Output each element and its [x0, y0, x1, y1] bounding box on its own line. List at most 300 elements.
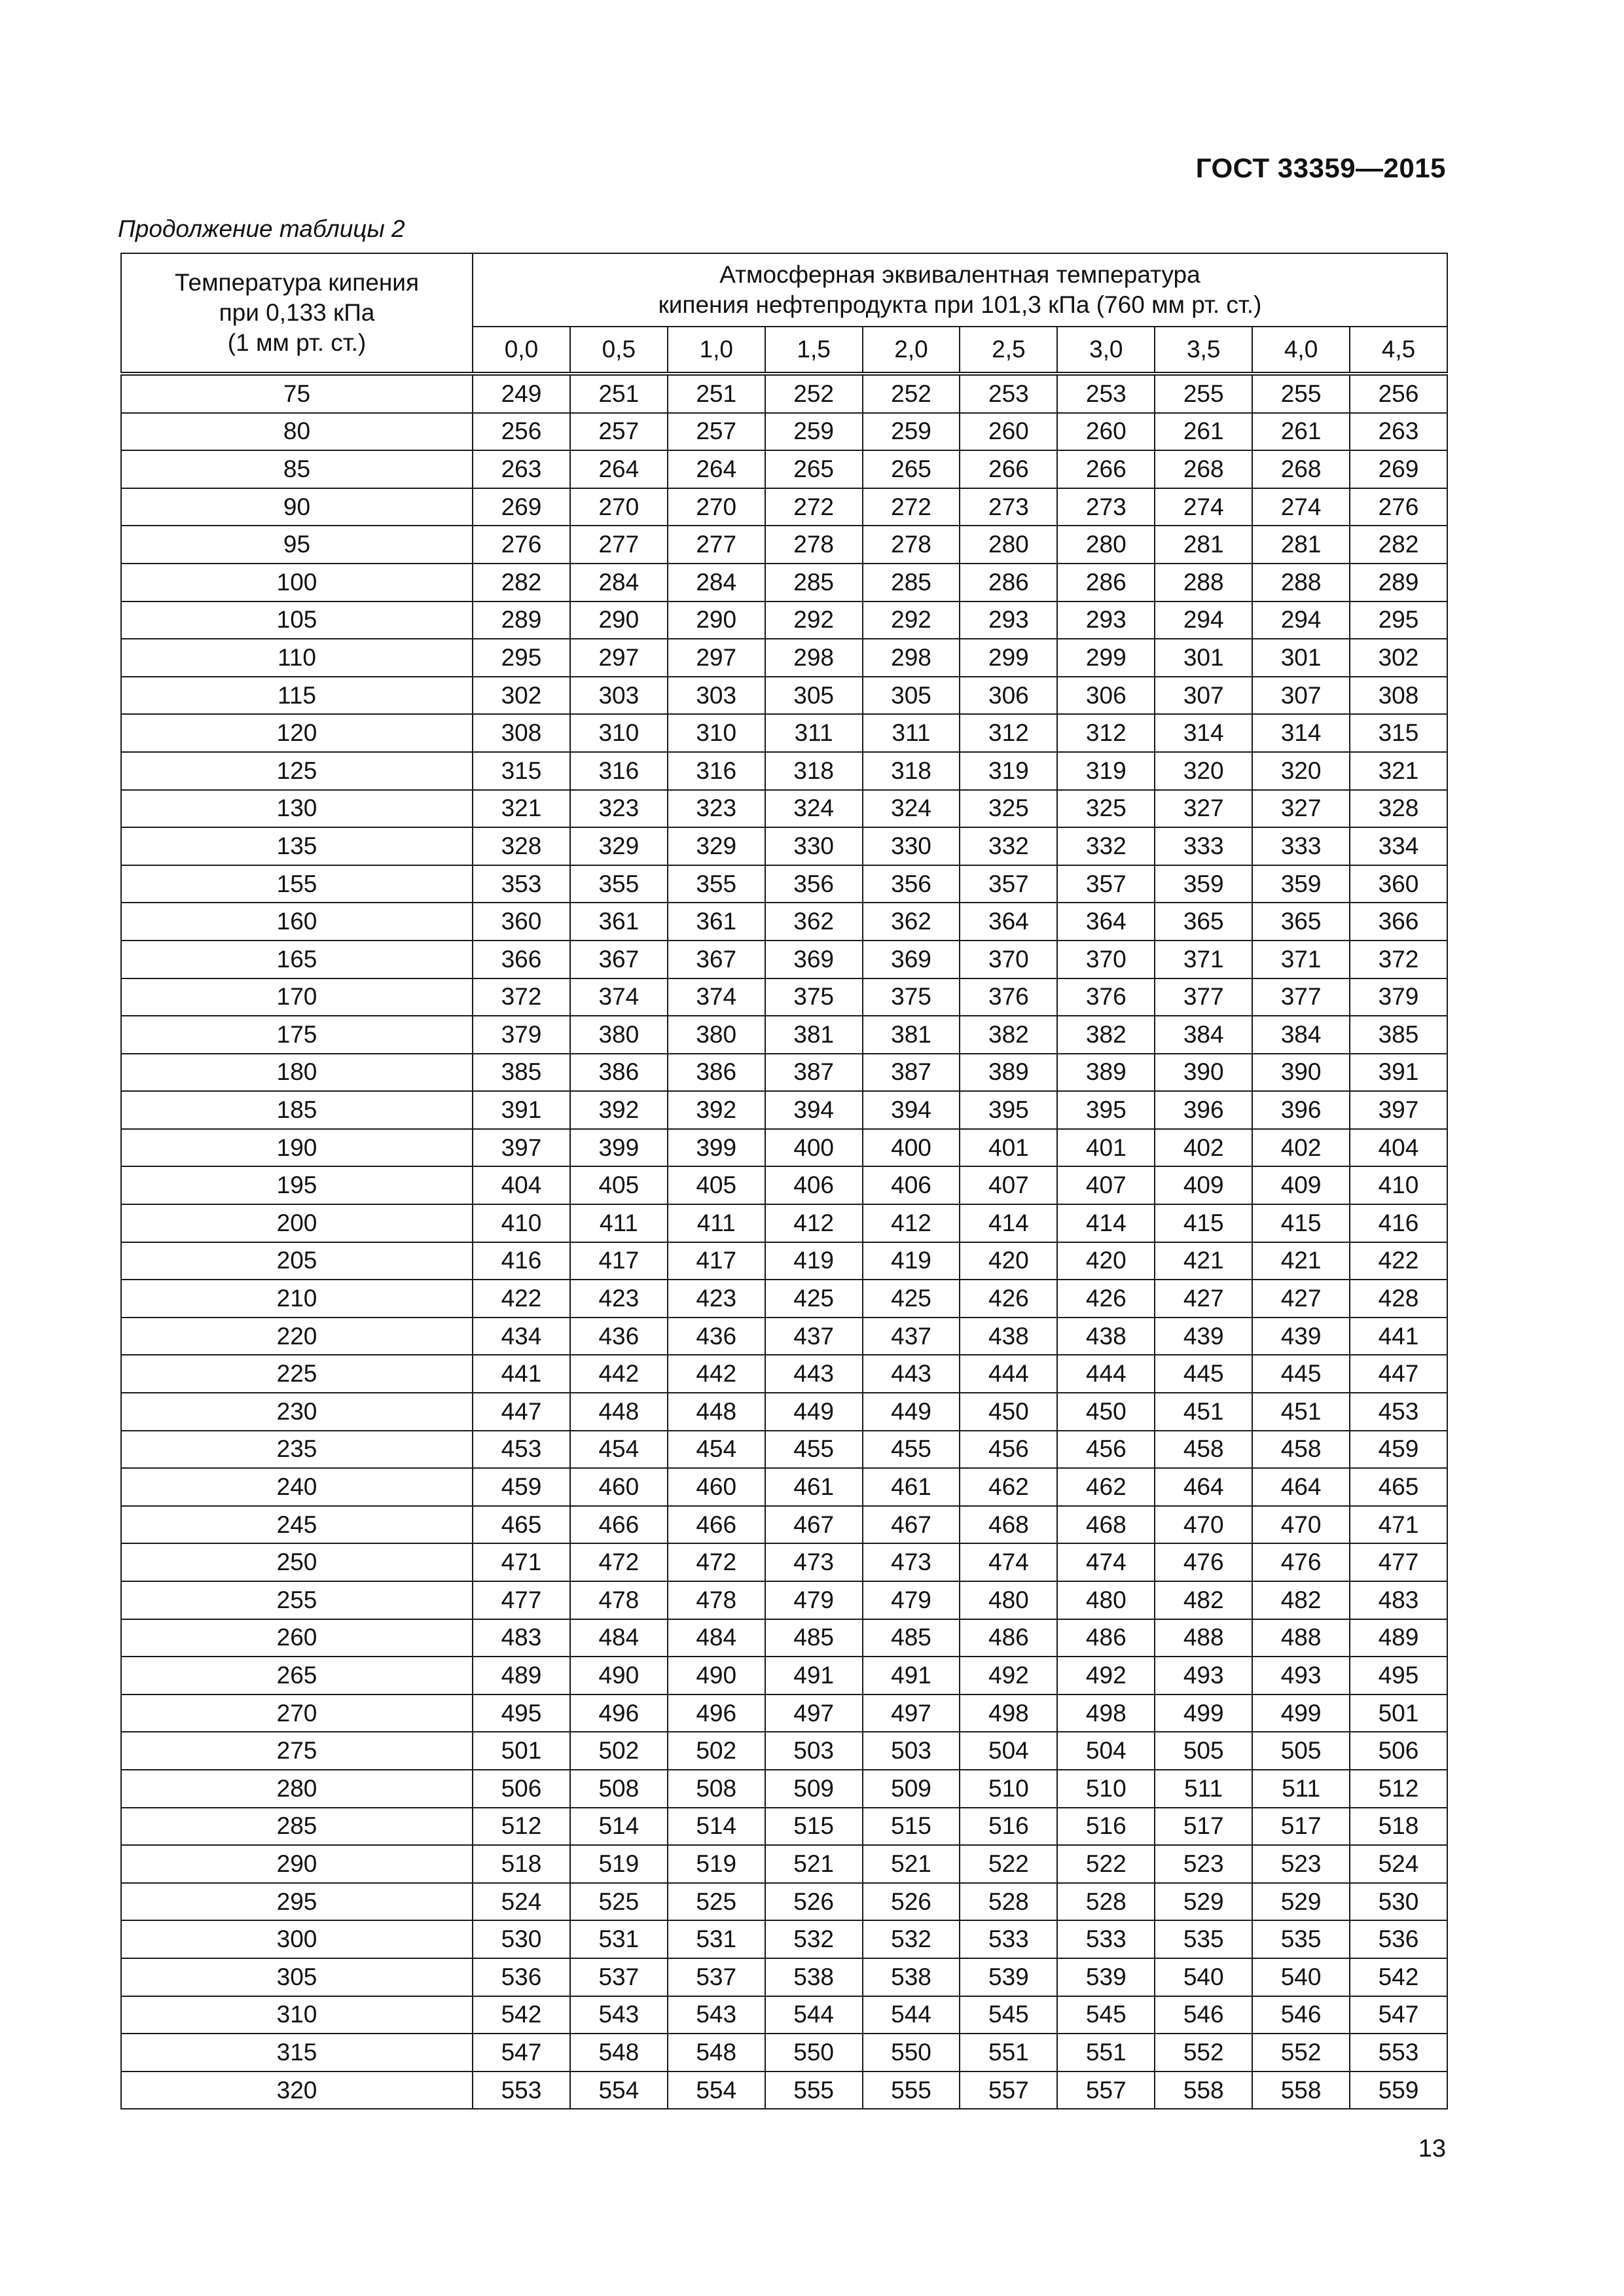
equivalent-temperature-cell: 544 — [863, 1996, 960, 2034]
equivalent-temperature-cell: 380 — [668, 1016, 765, 1054]
equivalent-temperature-cell: 510 — [960, 1770, 1057, 1808]
header-boiling-temperature — [121, 253, 473, 374]
equivalent-temperature-cell: 301 — [1155, 639, 1252, 677]
equivalent-temperature-cell: 414 — [1057, 1204, 1155, 1242]
equivalent-temperature-cell: 333 — [1155, 827, 1252, 865]
table-row — [121, 1242, 1447, 1280]
equivalent-temperature-cell: 268 — [1155, 450, 1252, 488]
equivalent-temperature-cell: 454 — [668, 1431, 765, 1469]
equivalent-temperature-cell: 437 — [863, 1318, 960, 1355]
equivalent-temperature-cell: 508 — [668, 1770, 765, 1808]
equivalent-temperature-cell: 328 — [473, 827, 570, 865]
equivalent-temperature-cell: 265 — [765, 450, 863, 488]
equivalent-temperature-cell: 425 — [863, 1280, 960, 1318]
equivalent-temperature-cell: 412 — [863, 1204, 960, 1242]
equivalent-temperature-cell: 276 — [1350, 488, 1447, 526]
equivalent-temperature-cell: 554 — [570, 2072, 668, 2109]
equivalent-temperature-cell: 536 — [473, 1958, 570, 1996]
equivalent-temperature-cell: 506 — [1350, 1732, 1447, 1770]
equivalent-temperature-cell: 474 — [1057, 1543, 1155, 1581]
equivalent-temperature-cell: 327 — [1252, 790, 1350, 828]
equivalent-temperature-cell: 553 — [473, 2072, 570, 2109]
equivalent-temperature-cell: 385 — [473, 1054, 570, 1092]
equivalent-temperature-cell: 404 — [1350, 1129, 1447, 1167]
boiling-temperature-cell: 90 — [121, 488, 473, 526]
table-row — [121, 827, 1447, 865]
sub-header-cell: 4,0 — [1252, 327, 1350, 374]
boiling-temperature-cell: 225 — [121, 1355, 473, 1393]
equivalent-temperature-cell: 330 — [863, 827, 960, 865]
equivalent-temperature-cell: 502 — [668, 1732, 765, 1770]
boiling-temperature-cell: 130 — [121, 790, 473, 828]
equivalent-temperature-cell: 302 — [473, 677, 570, 715]
equivalent-temperature-cell: 409 — [1155, 1166, 1252, 1204]
equivalent-temperature-cell: 426 — [1057, 1280, 1155, 1318]
equivalent-temperature-cell: 441 — [473, 1355, 570, 1393]
equivalent-temperature-cell: 259 — [765, 413, 863, 451]
equivalent-temperature-cell: 261 — [1252, 413, 1350, 451]
equivalent-temperature-cell: 376 — [1057, 978, 1155, 1016]
boiling-temperature-cell: 95 — [121, 526, 473, 564]
equivalent-temperature-cell: 539 — [1057, 1958, 1155, 1996]
equivalent-temperature-cell: 484 — [570, 1619, 668, 1657]
equivalent-temperature-cell: 263 — [473, 450, 570, 488]
equivalent-temperature-cell: 292 — [765, 601, 863, 639]
table-row — [121, 1318, 1447, 1355]
equivalent-temperature-cell: 449 — [863, 1393, 960, 1431]
equivalent-temperature-cell: 290 — [668, 601, 765, 639]
equivalent-temperature-cell: 310 — [570, 714, 668, 752]
boiling-temperature-cell: 205 — [121, 1242, 473, 1280]
equivalent-temperature-cell: 361 — [570, 903, 668, 941]
equivalent-temperature-cell: 550 — [765, 2034, 863, 2072]
equivalent-temperature-cell: 370 — [1057, 941, 1155, 978]
equivalent-temperature-cell: 386 — [570, 1054, 668, 1092]
equivalent-temperature-cell: 332 — [1057, 827, 1155, 865]
equivalent-temperature-cell: 307 — [1252, 677, 1350, 715]
equivalent-temperature-cell: 394 — [863, 1091, 960, 1129]
equivalent-temperature-cell: 521 — [863, 1845, 960, 1883]
equivalent-temperature-cell: 272 — [765, 488, 863, 526]
equivalent-temperature-cell: 553 — [1350, 2034, 1447, 2072]
equivalent-temperature-cell: 447 — [1350, 1355, 1447, 1393]
equivalent-temperature-cell: 415 — [1155, 1204, 1252, 1242]
equivalent-temperature-cell: 436 — [668, 1318, 765, 1355]
equivalent-temperature-cell: 531 — [570, 1920, 668, 1958]
equivalent-temperature-cell: 467 — [765, 1506, 863, 1544]
table-row — [121, 865, 1447, 903]
equivalent-temperature-cell: 472 — [570, 1543, 668, 1581]
equivalent-temperature-cell: 524 — [473, 1883, 570, 1921]
equivalent-temperature-cell: 519 — [570, 1845, 668, 1883]
equivalent-temperature-cell: 302 — [1350, 639, 1447, 677]
equivalent-temperature-cell: 474 — [960, 1543, 1057, 1581]
equivalent-temperature-cell: 448 — [668, 1393, 765, 1431]
table-row — [121, 639, 1447, 677]
table-row — [121, 1091, 1447, 1129]
equivalent-temperature-cell: 485 — [863, 1619, 960, 1657]
equivalent-temperature-cell: 370 — [960, 941, 1057, 978]
equivalent-temperature-cell: 518 — [473, 1845, 570, 1883]
table-row — [121, 1431, 1447, 1469]
header-line: (1 мм рт. ст.) — [227, 329, 367, 356]
equivalent-temperature-cell: 532 — [863, 1920, 960, 1958]
equivalent-temperature-cell: 387 — [765, 1054, 863, 1092]
equivalent-temperature-cell: 514 — [668, 1808, 765, 1846]
boiling-temperature-cell: 240 — [121, 1468, 473, 1506]
equivalent-temperature-cell: 533 — [1057, 1920, 1155, 1958]
equivalent-temperature-cell: 426 — [960, 1280, 1057, 1318]
header-line: Атмосферная эквивалентная температура — [719, 261, 1200, 288]
equivalent-temperature-cell: 381 — [863, 1016, 960, 1054]
equivalent-temperature-cell: 470 — [1252, 1506, 1350, 1544]
equivalent-temperature-cell: 427 — [1252, 1280, 1350, 1318]
equivalent-temperature-cell: 442 — [570, 1355, 668, 1393]
equivalent-temperature-cell: 517 — [1155, 1808, 1252, 1846]
equivalent-temperature-cell: 289 — [473, 601, 570, 639]
boiling-temperature-cell: 110 — [121, 639, 473, 677]
boiling-temperature-cell: 280 — [121, 1770, 473, 1808]
equivalent-temperature-cell: 359 — [1252, 865, 1350, 903]
equivalent-temperature-cell: 528 — [1057, 1883, 1155, 1921]
equivalent-temperature-cell: 490 — [668, 1657, 765, 1695]
equivalent-temperature-cell: 377 — [1252, 978, 1350, 1016]
equivalent-temperature-cell: 284 — [570, 564, 668, 601]
equivalent-temperature-cell: 491 — [863, 1657, 960, 1695]
equivalent-temperature-cell: 369 — [765, 941, 863, 978]
table-row — [121, 1920, 1447, 1958]
equivalent-temperature-cell: 423 — [570, 1280, 668, 1318]
equivalent-temperature-cell: 391 — [473, 1091, 570, 1129]
equivalent-temperature-cell: 498 — [1057, 1695, 1155, 1732]
equivalent-temperature-cell: 371 — [1155, 941, 1252, 978]
equivalent-temperature-cell: 514 — [570, 1808, 668, 1846]
equivalent-temperature-cell: 412 — [765, 1204, 863, 1242]
boiling-temperature-cell: 190 — [121, 1129, 473, 1167]
equivalent-temperature-cell: 546 — [1252, 1996, 1350, 2034]
equivalent-temperature-cell: 466 — [668, 1506, 765, 1544]
equivalent-temperature-cell: 273 — [1057, 488, 1155, 526]
equivalent-temperature-cell: 453 — [1350, 1393, 1447, 1431]
table-row — [121, 1619, 1447, 1657]
equivalent-temperature-cell: 295 — [473, 639, 570, 677]
table-row — [121, 1958, 1447, 1996]
equivalent-temperature-cell: 295 — [1350, 601, 1447, 639]
equivalent-temperature-cell: 372 — [1350, 941, 1447, 978]
equivalent-temperature-cell: 480 — [960, 1581, 1057, 1619]
equivalent-temperature-cell: 540 — [1252, 1958, 1350, 1996]
equivalent-temperature-cell: 384 — [1155, 1016, 1252, 1054]
equivalent-temperature-cell: 519 — [668, 1845, 765, 1883]
table-row — [121, 677, 1447, 715]
equivalent-temperature-cell: 416 — [473, 1242, 570, 1280]
equivalent-temperature-cell: 298 — [765, 639, 863, 677]
equivalent-temperature-cell: 375 — [863, 978, 960, 1016]
table-row — [121, 1883, 1447, 1921]
equivalent-temperature-cell: 311 — [765, 714, 863, 752]
equivalent-temperature-cell: 396 — [1155, 1091, 1252, 1129]
equivalent-temperature-cell: 482 — [1155, 1581, 1252, 1619]
equivalent-temperature-cell: 515 — [863, 1808, 960, 1846]
equivalent-temperature-cell: 490 — [570, 1657, 668, 1695]
equivalent-temperature-cell: 499 — [1252, 1695, 1350, 1732]
equivalent-temperature-cell: 473 — [863, 1543, 960, 1581]
sub-header-cell: 3,0 — [1057, 327, 1155, 374]
equivalent-temperature-cell: 278 — [863, 526, 960, 564]
equivalent-temperature-cell: 462 — [960, 1468, 1057, 1506]
equivalent-temperature-cell: 288 — [1155, 564, 1252, 601]
equivalent-temperature-cell: 274 — [1155, 488, 1252, 526]
boiling-temperature-cell: 195 — [121, 1166, 473, 1204]
equivalent-temperature-cell: 464 — [1155, 1468, 1252, 1506]
equivalent-temperature-cell: 264 — [668, 450, 765, 488]
equivalent-temperature-cell: 555 — [863, 2072, 960, 2109]
boiling-temperature-cell: 285 — [121, 1808, 473, 1846]
equivalent-temperature-cell: 362 — [765, 903, 863, 941]
equivalent-temperature-cell: 482 — [1252, 1581, 1350, 1619]
equivalent-temperature-cell: 330 — [765, 827, 863, 865]
equivalent-temperature-cell: 422 — [473, 1280, 570, 1318]
equivalent-temperature-cell: 325 — [1057, 790, 1155, 828]
equivalent-temperature-cell: 288 — [1252, 564, 1350, 601]
table-row — [121, 1129, 1447, 1167]
equivalent-temperature-cell: 445 — [1252, 1355, 1350, 1393]
equivalent-temperature-cell: 547 — [473, 2034, 570, 2072]
equivalent-temperature-cell: 312 — [960, 714, 1057, 752]
equivalent-temperature-cell: 417 — [668, 1242, 765, 1280]
equivalent-temperature-cell: 256 — [473, 413, 570, 451]
boiling-temperature-cell: 310 — [121, 1996, 473, 2034]
equivalent-temperature-cell: 379 — [1350, 978, 1447, 1016]
equivalent-temperature-cell: 532 — [765, 1920, 863, 1958]
boiling-temperature-cell: 300 — [121, 1920, 473, 1958]
equivalent-temperature-cell: 318 — [863, 752, 960, 790]
equivalent-temperature-cell: 558 — [1252, 2072, 1350, 2109]
equivalent-temperature-cell: 447 — [473, 1393, 570, 1431]
equivalent-temperature-cell: 489 — [473, 1657, 570, 1695]
table-row — [121, 903, 1447, 941]
table-row — [121, 1808, 1447, 1846]
equivalent-temperature-cell: 464 — [1252, 1468, 1350, 1506]
boiling-temperature-cell: 170 — [121, 978, 473, 1016]
equivalent-temperature-cell: 265 — [863, 450, 960, 488]
equivalent-temperature-cell: 420 — [960, 1242, 1057, 1280]
equivalent-temperature-cell: 550 — [863, 2034, 960, 2072]
equivalent-temperature-cell: 318 — [765, 752, 863, 790]
equivalent-temperature-cell: 501 — [473, 1732, 570, 1770]
equivalent-temperature-cell: 323 — [668, 790, 765, 828]
equivalent-temperature-cell: 329 — [570, 827, 668, 865]
boiling-temperature-cell: 270 — [121, 1695, 473, 1732]
equivalent-temperature-cell: 390 — [1252, 1054, 1350, 1092]
equivalent-temperature-cell: 547 — [1350, 1996, 1447, 2034]
equivalent-temperature-cell: 438 — [1057, 1318, 1155, 1355]
equivalent-temperature-cell: 308 — [473, 714, 570, 752]
table-row — [121, 1054, 1447, 1092]
equivalent-temperature-cell: 286 — [1057, 564, 1155, 601]
equivalent-temperature-cell: 450 — [960, 1393, 1057, 1431]
equivalent-temperature-cell: 511 — [1155, 1770, 1252, 1808]
equivalent-temperature-cell: 397 — [473, 1129, 570, 1167]
equivalent-temperature-cell: 369 — [863, 941, 960, 978]
equivalent-temperature-cell: 545 — [960, 1996, 1057, 2034]
boiling-temperature-cell: 265 — [121, 1657, 473, 1695]
equivalent-temperature-cell: 366 — [1350, 903, 1447, 941]
equivalent-temperature-cell: 266 — [960, 450, 1057, 488]
equivalent-temperature-cell: 357 — [960, 865, 1057, 903]
equivalent-temperature-cell: 310 — [668, 714, 765, 752]
equivalent-temperature-cell: 516 — [960, 1808, 1057, 1846]
equivalent-temperature-cell: 502 — [570, 1732, 668, 1770]
equivalent-temperature-cell: 417 — [570, 1242, 668, 1280]
equivalent-temperature-cell: 504 — [960, 1732, 1057, 1770]
equivalent-temperature-cell: 255 — [1155, 374, 1252, 413]
equivalent-temperature-cell: 406 — [863, 1166, 960, 1204]
boiling-temperature-cell: 80 — [121, 413, 473, 451]
equivalent-temperature-cell: 485 — [765, 1619, 863, 1657]
equivalent-temperature-cell: 306 — [960, 677, 1057, 715]
equivalent-temperature-cell: 506 — [473, 1770, 570, 1808]
equivalent-temperature-cell: 405 — [570, 1166, 668, 1204]
equivalent-temperature-cell: 489 — [1350, 1619, 1447, 1657]
equivalent-temperature-cell: 269 — [473, 488, 570, 526]
equivalent-temperature-cell: 402 — [1252, 1129, 1350, 1167]
equivalent-temperature-cell: 257 — [668, 413, 765, 451]
table-row — [121, 1166, 1447, 1204]
equivalent-temperature-cell: 376 — [960, 978, 1057, 1016]
boiling-temperature-cell: 250 — [121, 1543, 473, 1581]
equivalent-temperature-cell: 251 — [570, 374, 668, 413]
table-row — [121, 374, 1447, 413]
equivalent-temperature-cell: 508 — [570, 1770, 668, 1808]
equivalent-temperature-cell: 559 — [1350, 2072, 1447, 2109]
boiling-temperature-cell: 175 — [121, 1016, 473, 1054]
equivalent-temperature-cell: 294 — [1252, 601, 1350, 639]
equivalent-temperature-cell: 441 — [1350, 1318, 1447, 1355]
equivalent-temperature-cell: 327 — [1155, 790, 1252, 828]
sub-header-cell: 3,5 — [1155, 327, 1252, 374]
equivalent-temperature-cell: 281 — [1252, 526, 1350, 564]
equivalent-temperature-cell: 533 — [960, 1920, 1057, 1958]
equivalent-temperature-cell: 471 — [1350, 1506, 1447, 1544]
equivalent-temperature-cell: 356 — [863, 865, 960, 903]
equivalent-temperature-cell: 455 — [863, 1431, 960, 1469]
equivalent-temperature-cell: 421 — [1155, 1242, 1252, 1280]
equivalent-temperature-cell: 422 — [1350, 1242, 1447, 1280]
table-row — [121, 1506, 1447, 1544]
equivalent-temperature-cell: 316 — [570, 752, 668, 790]
table-row — [121, 752, 1447, 790]
equivalent-temperature-cell: 260 — [960, 413, 1057, 451]
boiling-temperature-cell: 105 — [121, 601, 473, 639]
equivalent-temperature-cell: 450 — [1057, 1393, 1155, 1431]
boiling-temperature-cell: 290 — [121, 1845, 473, 1883]
equivalent-temperature-cell: 307 — [1155, 677, 1252, 715]
equivalent-temperature-cell: 555 — [765, 2072, 863, 2109]
equivalent-temperature-cell: 294 — [1155, 601, 1252, 639]
table-row — [121, 1732, 1447, 1770]
table-row — [121, 1468, 1447, 1506]
equivalent-temperature-cell: 557 — [1057, 2072, 1155, 2109]
equivalent-temperature-cell: 444 — [960, 1355, 1057, 1393]
equivalent-temperature-cell: 333 — [1252, 827, 1350, 865]
equivalent-temperature-cell: 320 — [1155, 752, 1252, 790]
header-line: при 0,133 кПа — [219, 299, 375, 326]
table-row — [121, 564, 1447, 601]
equivalent-temperature-cell: 381 — [765, 1016, 863, 1054]
equivalent-temperature-cell: 456 — [1057, 1431, 1155, 1469]
equivalent-temperature-cell: 544 — [765, 1996, 863, 2034]
equivalent-temperature-cell: 410 — [1350, 1166, 1447, 1204]
equivalent-temperature-cell: 512 — [473, 1808, 570, 1846]
equivalent-temperature-cell: 316 — [668, 752, 765, 790]
equivalent-temperature-cell: 390 — [1155, 1054, 1252, 1092]
equivalent-temperature-cell: 410 — [473, 1204, 570, 1242]
equivalent-temperature-cell: 535 — [1155, 1920, 1252, 1958]
equivalent-temperature-cell: 483 — [473, 1619, 570, 1657]
equivalent-temperature-cell: 409 — [1252, 1166, 1350, 1204]
equivalent-temperature-cell: 526 — [765, 1883, 863, 1921]
equivalent-temperature-cell: 371 — [1252, 941, 1350, 978]
equivalent-temperature-cell: 305 — [765, 677, 863, 715]
header-line: кипения нефтепродукта при 101,3 кПа (760 мм рт. ст.) — [658, 291, 1262, 318]
equivalent-temperature-cell: 293 — [960, 601, 1057, 639]
equivalent-temperature-cell: 305 — [863, 677, 960, 715]
equivalent-temperature-cell: 366 — [473, 941, 570, 978]
equivalent-temperature-cell: 478 — [668, 1581, 765, 1619]
equivalent-temperature-cell: 252 — [863, 374, 960, 413]
equivalent-temperature-cell: 400 — [765, 1129, 863, 1167]
sub-header-cell: 4,5 — [1350, 327, 1447, 374]
equivalent-temperature-cell: 542 — [473, 1996, 570, 2034]
equivalent-temperature-cell: 525 — [570, 1883, 668, 1921]
equivalent-temperature-cell: 497 — [765, 1695, 863, 1732]
equivalent-temperature-cell: 437 — [765, 1318, 863, 1355]
equivalent-temperature-cell: 372 — [473, 978, 570, 1016]
equivalent-temperature-cell: 321 — [473, 790, 570, 828]
equivalent-temperature-cell: 285 — [765, 564, 863, 601]
equivalent-temperature-cell: 399 — [668, 1129, 765, 1167]
equivalent-temperature-cell: 462 — [1057, 1468, 1155, 1506]
equivalent-temperature-cell: 439 — [1155, 1318, 1252, 1355]
sub-header-cell: 0,0 — [473, 327, 570, 374]
equivalent-temperature-cell: 356 — [765, 865, 863, 903]
table-row — [121, 2034, 1447, 2072]
equivalent-temperature-cell: 451 — [1252, 1393, 1350, 1431]
equivalent-temperature-cell: 382 — [960, 1016, 1057, 1054]
equivalent-temperature-cell: 253 — [1057, 374, 1155, 413]
equivalent-temperature-cell: 405 — [668, 1166, 765, 1204]
equivalent-temperature-cell: 455 — [765, 1431, 863, 1469]
boiling-temperature-cell: 165 — [121, 941, 473, 978]
table-row — [121, 1016, 1447, 1054]
equivalent-temperature-cell: 493 — [1252, 1657, 1350, 1695]
equivalent-temperature-cell: 486 — [1057, 1619, 1155, 1657]
equivalent-temperature-cell: 263 — [1350, 413, 1447, 451]
equivalent-temperature-cell: 273 — [960, 488, 1057, 526]
equivalent-temperature-cell: 453 — [473, 1431, 570, 1469]
equivalent-temperature-cell: 379 — [473, 1016, 570, 1054]
equivalent-temperature-cell: 465 — [473, 1506, 570, 1544]
equivalent-temperature-cell: 492 — [1057, 1657, 1155, 1695]
equivalent-temperature-cell: 414 — [960, 1204, 1057, 1242]
equivalent-temperature-cell: 434 — [473, 1318, 570, 1355]
equivalent-temperature-cell: 355 — [668, 865, 765, 903]
equivalent-temperature-cell: 451 — [1155, 1393, 1252, 1431]
equivalent-temperature-cell: 253 — [960, 374, 1057, 413]
equivalent-temperature-cell: 395 — [960, 1091, 1057, 1129]
table-row — [121, 1657, 1447, 1695]
